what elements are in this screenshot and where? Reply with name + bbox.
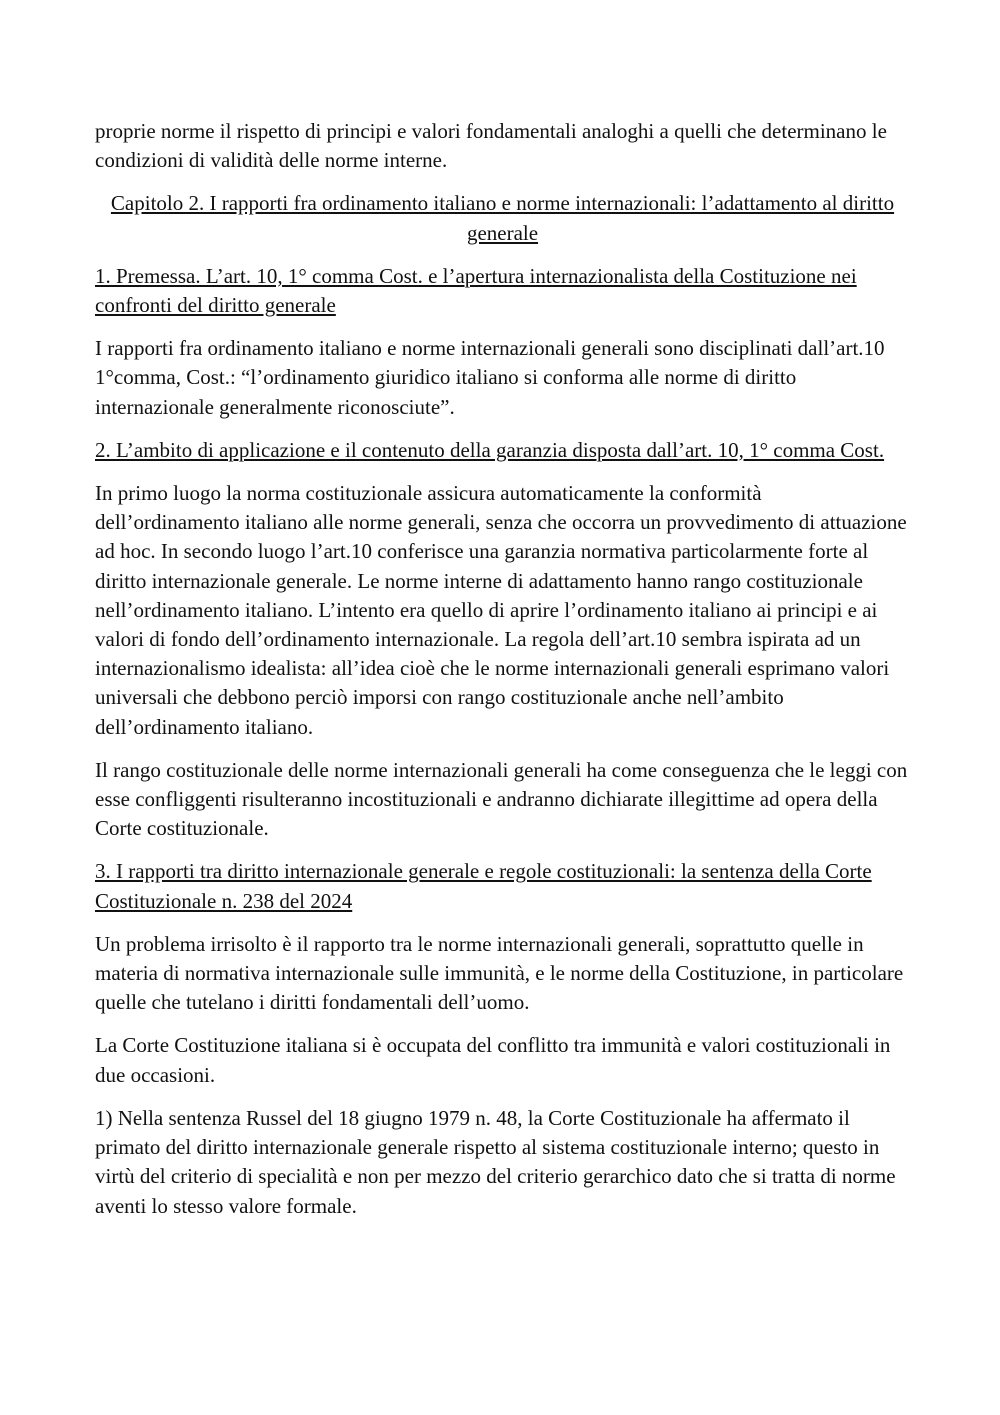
section-heading-3: 3. I rapporti tra diritto internazionale generale e regole costituzionali: la sentenza della Corte Costituzionale n. 238 del 2024 <box>95 859 872 913</box>
section-3-paragraph-1: Un problema irrisolto è il rapporto tra le norme internazionali generali, soprattutto quelle in materia di normativa internazionale sulle immunità, e le norme della Costituzione, in particolare quelle che tutelano i diritti fondamentali dell’uomo. <box>95 931 904 1015</box>
section-1-paragraph-1: I rapporti fra ordinamento italiano e norme internazionali generali sono disciplinati dall’art.10 1°comma, Cost.: “l’ordinamento giuridico italiano si conforma alle norme di diritto internazionale generalmente riconosciute”. <box>95 336 885 419</box>
chapter-title: Capitolo 2. I rapporti fra ordinamento italiano e norme internazionali: l’adattamento al diritto generale <box>110 191 895 245</box>
section-3-paragraph-2: La Corte Costituzione italiana si è occupata del conflitto tra immunità e valori costituzionali in due occasioni. <box>95 1033 891 1087</box>
intro-paragraph: proprie norme il rispetto di principi e valori fondamentali analoghi a quelli che determinano le condizioni di validità delle norme interne. <box>95 119 887 173</box>
section-heading-2: 2. L’ambito di applicazione e il contenuto della garanzia disposta dall’art. 10, 1° comma Cost. <box>95 437 885 462</box>
document-page <box>95 117 910 1235</box>
section-heading-1: 1. Premessa. L’art. 10, 1° comma Cost. e l’apertura internazionalista della Costituzione nei confronti del diritto generale <box>95 263 857 318</box>
section-2-paragraph-2: Il rango costituzionale delle norme internazionali generali ha come conseguenza che le leggi con esse confliggenti risulteranno incostituzionali e andranno dichiarate illegittime ad opera della Corte costituzionale. <box>95 757 908 841</box>
section-3-paragraph-3: 1) Nella sentenza Russel del 18 giugno 1979 n. 48, la Corte Costituzionale ha affermato il primato del diritto internazionale generale rispetto al sistema costituzionale interno; questo in virtù del criterio di specialità e non per mezzo del criterio gerarchico dato che si tratta di norme aventi lo stesso valore formale. <box>95 1105 896 1218</box>
section-2-paragraph-1: In primo luogo la norma costituzionale assicura automaticamente la conformità dell’ordinamento italiano alle norme generali, senza che occorra un provvedimento di attuazione ad hoc. In secondo luogo l’art.10 conferisce una garanzia normativa particolarmente forte al diritto internazionale generale. Le norme interne di adattamento hanno rango costituzionale nell’ordinamento italiano. L’intento era quello di aprire l’ordinamento italiano ai principi e ai valori di fondo dell’ordinamento internazionale. La regola dell’art.10 sembra ispirata ad un internazionalismo idealista: all’idea cioè che le norme internazionali generali esprimano valori universali che debbono perciò imporsi con rango costituzionale anche nell’ambito dell’ordinamento italiano. <box>95 481 907 739</box>
